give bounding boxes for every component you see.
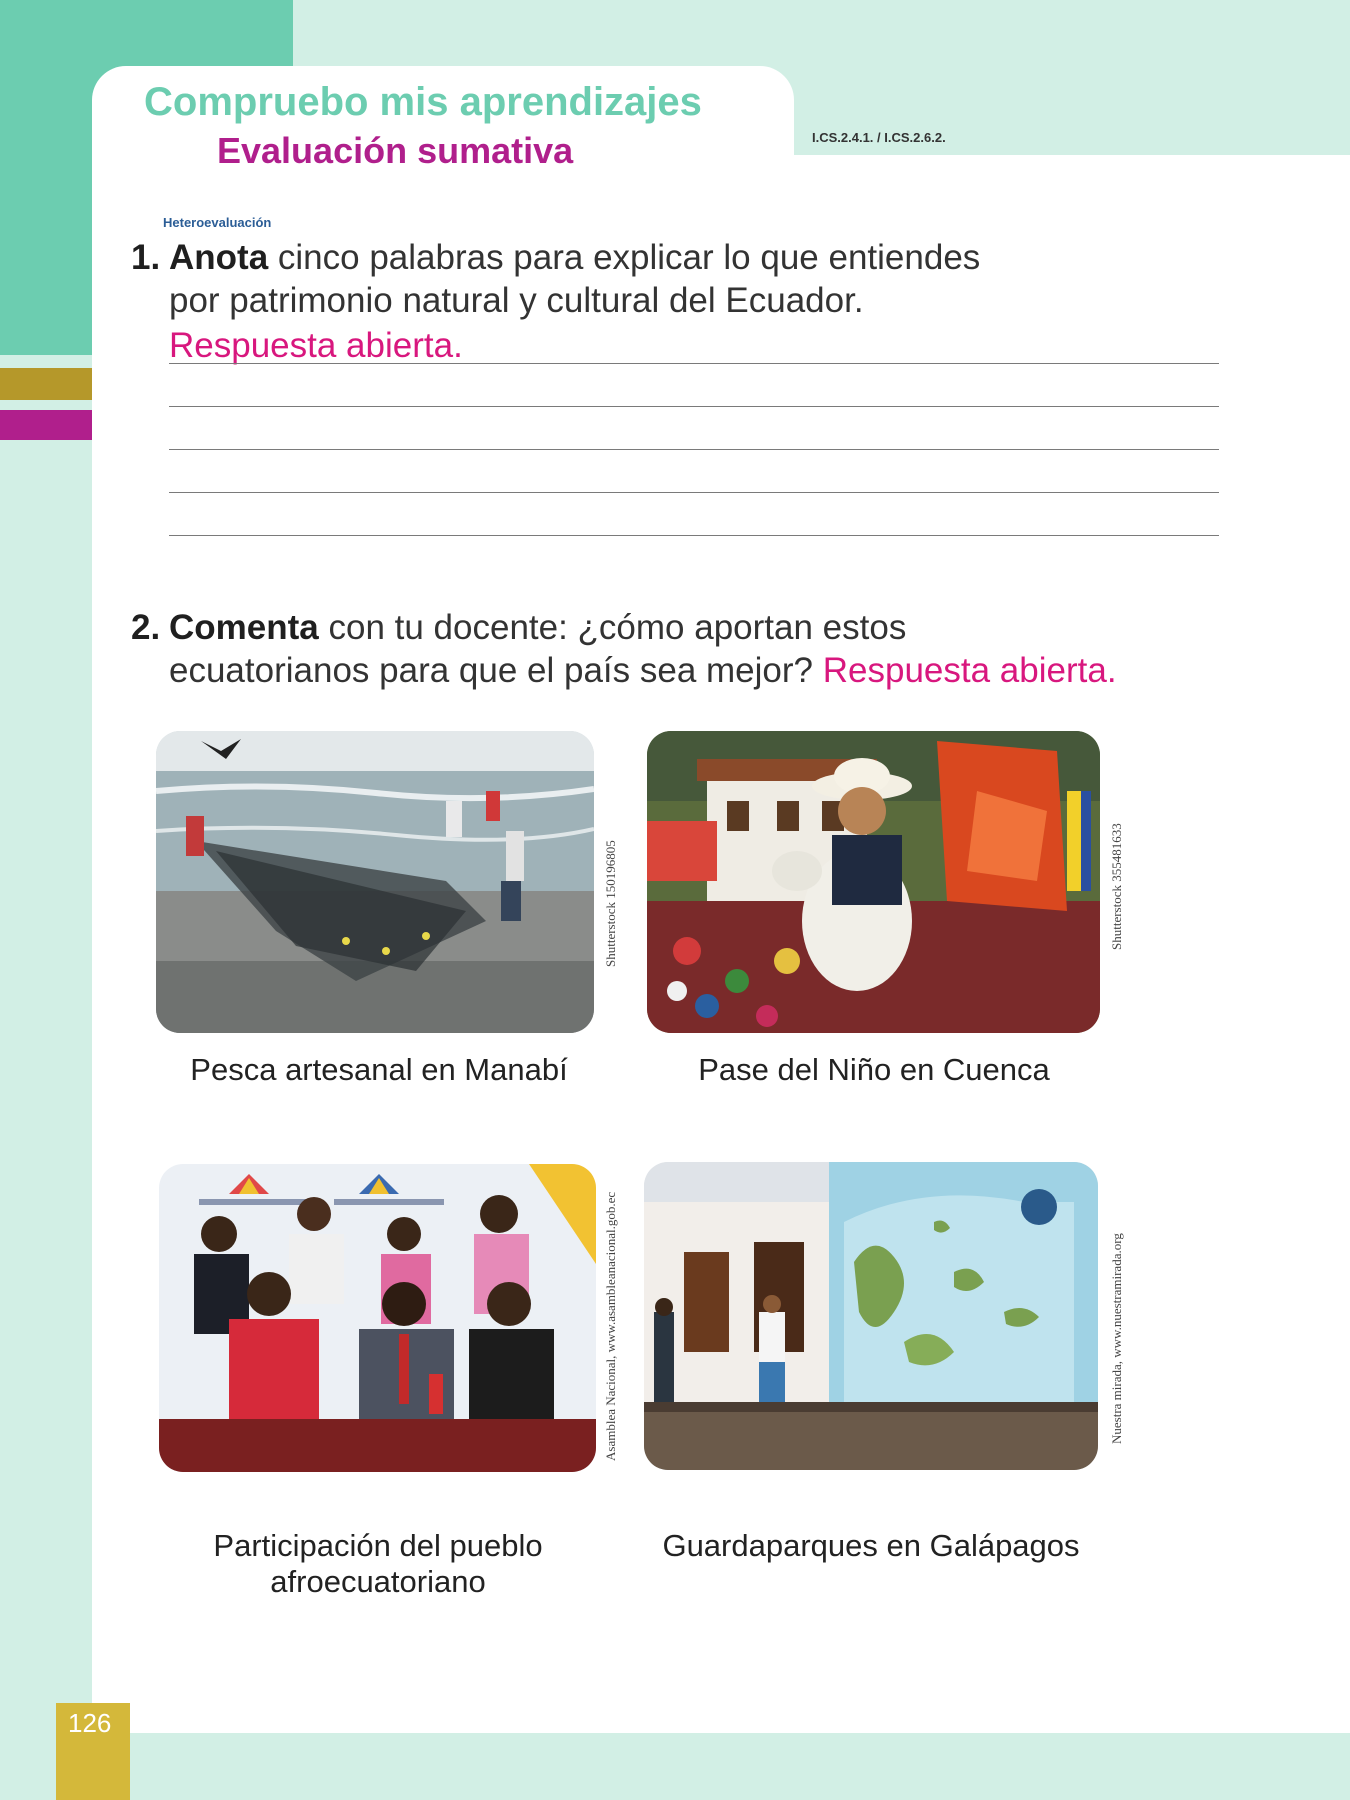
question-1-verb: Anota — [169, 238, 269, 277]
photo-credit: Asamblea Nacional, www.asambleanacional.gob.ec — [603, 1191, 618, 1461]
page-subtitle: Evaluación sumativa — [217, 130, 574, 171]
photo-credit: Shutterstock 150196805 — [603, 840, 618, 967]
caption-afroecuadorian — [158, 1528, 598, 1600]
photo-credit: Nuestra mirada, www.nuestramirada.org — [1109, 1233, 1124, 1444]
caption-line-1: Participación del pueblo — [213, 1528, 543, 1563]
question-1-answer: Respuesta abierta. — [169, 326, 463, 365]
answer-line[interactable] — [169, 449, 1219, 450]
question-2-line-1 — [169, 606, 906, 649]
photo-credit: Shutterstock 355481633 — [1109, 823, 1124, 950]
question-1-number: 1. — [131, 238, 161, 277]
question-1-line-1 — [169, 236, 980, 279]
question-2-text-2: ecuatorianos para que el país sea mejor? — [169, 651, 814, 690]
question-1-line-2: por patrimonio natural y cultural del Ecuador. — [169, 281, 864, 320]
caption-galapagos: Guardaparques en Galápagos — [662, 1528, 1080, 1563]
olive-stripe — [0, 368, 92, 400]
question-2-answer: Respuesta abierta. — [822, 651, 1117, 690]
evaluation-type-label: Heteroevaluación — [163, 215, 272, 230]
page-number: 126 — [68, 1708, 112, 1738]
photo-galapagos-rangers — [644, 1162, 1098, 1470]
photo-artisanal-fishing — [156, 731, 594, 1033]
curriculum-indicators: I.CS.2.4.1. / I.CS.2.6.2. — [812, 130, 946, 145]
answer-line[interactable] — [169, 406, 1219, 407]
magenta-stripe — [0, 410, 92, 440]
answer-line[interactable] — [169, 492, 1219, 493]
question-2-verb: Comenta — [169, 608, 319, 647]
answer-line[interactable] — [169, 535, 1219, 536]
question-1-text: cinco palabras para explicar lo que entiendes — [277, 238, 981, 277]
answer-line[interactable] — [169, 363, 1219, 364]
caption-line-2: afroecuatoriano — [270, 1564, 486, 1599]
question-2-line-2 — [169, 649, 1117, 692]
question-2-number: 2. — [131, 608, 161, 647]
caption-fishing: Pesca artesanal en Manabí — [190, 1052, 568, 1087]
photo-afroecuadorian-participation — [159, 1164, 596, 1472]
page-title: Compruebo mis aprendizajes — [144, 80, 702, 124]
caption-pase-del-nino: Pase del Niño en Cuenca — [698, 1052, 1050, 1087]
question-2-text: con tu docente: ¿cómo aportan estos — [328, 608, 907, 647]
photo-pase-del-nino — [647, 731, 1100, 1033]
